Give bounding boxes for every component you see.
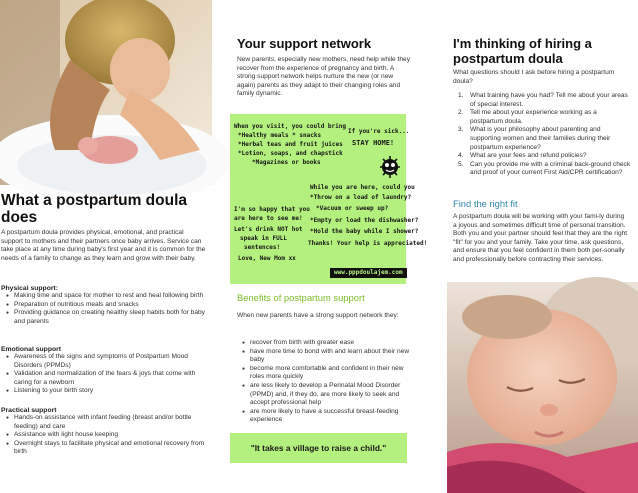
physical-support-section: [1, 285, 206, 326]
hiring-title: I'm thinking of hiring a postpartum doula: [453, 36, 592, 66]
note-callout: If you're sick...: [348, 128, 410, 135]
quote-box: [230, 433, 407, 463]
doula-intro: A postpartum doula provides physical, emotional, and practical support to mothers and their partners once baby arrives. Service can take place at any time during baby's first year and it is common for the needs of a family to change as they learn and grow with their baby.: [1, 229, 206, 262]
note-text: *Healthy meals * snacks: [238, 132, 322, 139]
section-heading: Practical support: [1, 407, 57, 414]
fit-text: A postpartum doula will be working with your fami-ly during a joyous and sometimes difficult time of personal transition. Both you and your partner should feel that they are the right "fit" for you and your family. Take your time, ask questions, and ensure that you feel confident in them both per-sonally and professionally before contracting their services.: [453, 213, 628, 263]
list-item: ● Awareness of the signs and symptoms of Postpartum Mood Disorders (PPMDs): [1, 353, 206, 370]
list-item: ● Listening to your birth story: [1, 387, 206, 396]
note-text: While you are here, could you: [310, 184, 415, 191]
note-side-text: Love, New Mom xx: [238, 255, 296, 262]
list-item: ● Overnight stays to facilitate physical and emotional recovery from birth: [1, 440, 206, 457]
note-side-text: Let's drink NOT hot: [234, 226, 303, 233]
note-text: *Lotion, soaps, and chapstick: [238, 150, 343, 157]
note-callout: STAY HOME!: [352, 139, 395, 147]
emotional-support-section: [1, 346, 206, 396]
list-item: ● have more time to bond with and learn about their new baby: [237, 348, 411, 365]
hiring-intro: What questions should I ask before hiring a postpartum doula?: [453, 69, 615, 85]
germ-icon: [378, 154, 402, 180]
list-item: 1. What training have you had? Tell me about your areas of special interest.: [458, 92, 628, 108]
photo-sleeping-baby: [447, 282, 638, 493]
note-side-text: sentences!: [244, 244, 281, 251]
note-text: *Throw on a load of laundry?: [310, 194, 412, 201]
note-text: *Vacuum or sweep up?: [316, 205, 389, 212]
note-text: *Hold the baby while I shower?: [310, 228, 419, 235]
note-side-text: I'm so happy that you: [234, 206, 310, 213]
doula-title: What a postpartum doula does: [1, 192, 187, 226]
note-text: *Magazines or books: [252, 159, 321, 166]
section-heading: Physical support:: [1, 285, 59, 292]
note-side-text: are here to see me!: [234, 215, 303, 222]
list-item: ● Preparation of nutritious meals and snacks: [1, 301, 206, 310]
note-website: www.pppdoulajem.com: [330, 268, 407, 278]
list-item: 2. Tell me about your experience working as a postpartum doula.: [458, 109, 597, 125]
list-item: ● Making time and space for mother to rest and heal following birth: [1, 292, 206, 301]
list-item: ● are less likely to develop a Perinatal Mood Disorder (PPMD) and, if they do, are more likely to seek and accept professional help: [237, 382, 411, 408]
list-item: 5. Can you provide me with a criminal back-ground check and proof of your current First Aid/CPR certification?: [458, 160, 631, 177]
fit-heading: Find the right fit: [453, 198, 518, 209]
support-network-title: Your support network: [237, 36, 372, 51]
list-item: ● Validation and normalization of the fears & joys that come with caring for a newborn: [1, 370, 206, 387]
list-item: ● Assistance with light house keeping: [1, 431, 206, 440]
list-item: 4. What are your fees and refund policies?: [458, 152, 587, 160]
note-text: When you visit, you could bring: [234, 123, 346, 130]
visitor-note-panel: [230, 114, 428, 284]
practical-support-section: [1, 407, 206, 457]
list-item: 3. What is your philosophy about parenting and supporting women and their families during their postpartum experience?: [458, 126, 611, 151]
list-item: ● recover from birth with greater ease: [237, 339, 411, 348]
village-quote: "It takes a village to raise a child.": [250, 443, 387, 453]
list-item: ● become more comfortable and confident in their new roles more quickly: [237, 365, 411, 382]
list-item: ● Providing guidance on creating healthy sleep habits both for baby and parents: [1, 309, 206, 326]
note-text: *Empty or load the dishwasher?: [310, 217, 419, 224]
list-item: ● are more likely to have a successful breast-feeding experience: [237, 408, 411, 425]
support-network-intro: New parents, especially new mothers, need help while they recover from the experience of pregnancy and birth. A strong support network helps nurture the new (or new again) parents as they adapt to their changing roles and family dynamic.: [237, 56, 410, 98]
photo-baby-bath: [0, 0, 212, 185]
note-side-text: speak in FULL: [240, 235, 287, 242]
list-item: ● Hands-on assistance with infant feeding (breast and/or bottle feeding) and care: [1, 414, 206, 431]
benefits-list: [237, 339, 411, 425]
section-heading: Emotional support: [1, 346, 62, 353]
questions-list: [453, 92, 631, 178]
note-text: Thanks! Your help is appreciated!: [308, 240, 428, 247]
benefits-intro: When new parents have a strong support network they:: [237, 312, 399, 319]
note-text: *Herbal teas and fruit juices: [238, 141, 343, 148]
benefits-heading: Benefits of postpartum support: [237, 292, 365, 303]
